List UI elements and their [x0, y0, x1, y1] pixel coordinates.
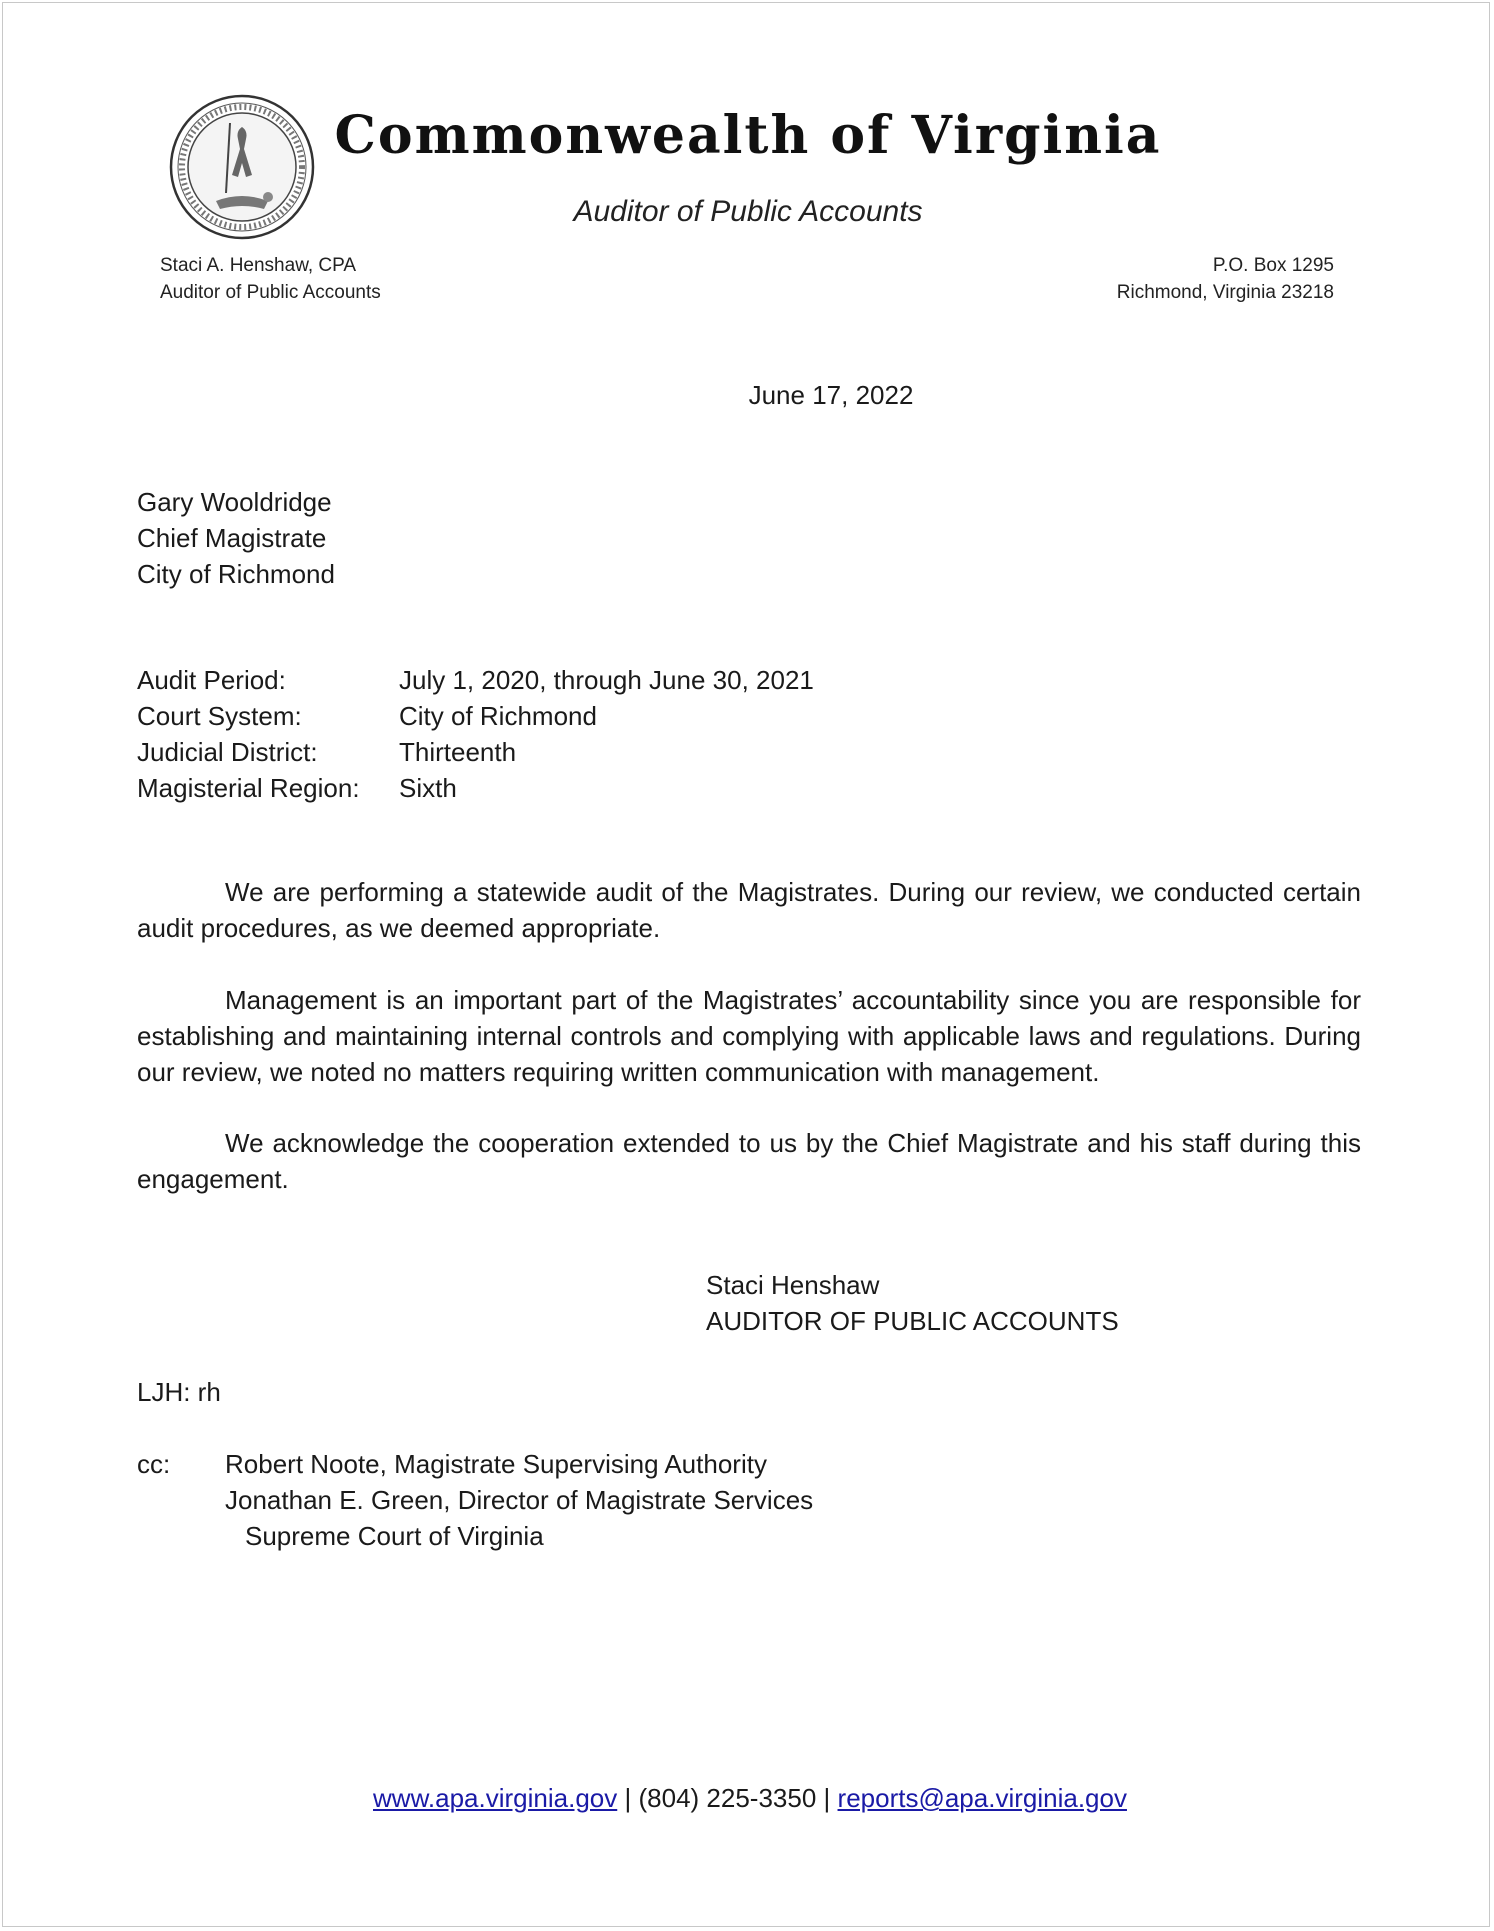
audit-info-row	[137, 662, 814, 698]
audit-info-block	[137, 662, 814, 806]
audit-info-value: City of Richmond	[399, 701, 597, 731]
body-paragraph	[137, 874, 1361, 946]
sender-block	[160, 252, 381, 306]
cc-row	[137, 1518, 813, 1554]
footer-separator: |	[624, 1783, 632, 1813]
cc-block	[137, 1446, 813, 1554]
addressee-block	[137, 484, 335, 592]
cc-row	[137, 1446, 813, 1482]
footer-contact	[3, 1780, 1494, 1816]
city-state-zip: Richmond, Virginia 23218	[1116, 282, 1334, 303]
letterhead-title: Commonwealth of Virginia	[334, 105, 1162, 166]
cc-row	[137, 1482, 813, 1518]
audit-info-row	[137, 698, 814, 734]
addressee-locality: City of Richmond	[137, 559, 335, 589]
cc-recipient: Jonathan E. Green, Director of Magistrate Services	[225, 1485, 814, 1515]
sender-name: Staci A. Henshaw, CPA	[160, 255, 357, 276]
virginia-state-seal-icon	[168, 93, 316, 241]
letterhead-subtitle: Auditor of Public Accounts	[573, 195, 923, 228]
audit-info-row	[137, 734, 814, 770]
audit-info-value: Sixth	[399, 773, 457, 803]
signer-title: AUDITOR OF PUBLIC ACCOUNTS	[706, 1306, 1119, 1336]
letter-date: June 17, 2022	[748, 380, 914, 410]
audit-info-row	[137, 770, 814, 806]
body-paragraph	[137, 1125, 1361, 1197]
audit-info-label: Court System:	[137, 701, 302, 731]
paragraph-text: Management is an important part of the Magistrates’ accountability since you are responsible for establishing and maintaining internal controls and complying with applicable laws and regulations. During our review, we noted no matters requiring written communication with management.	[137, 985, 1361, 1087]
addressee-title: Chief Magistrate	[137, 523, 327, 553]
typist-initials: LJH: rh	[137, 1377, 221, 1407]
cc-recipient-organization: Supreme Court of Virginia	[245, 1521, 544, 1551]
paragraph-text: We are performing a statewide audit of the Magistrates. During our review, we conducted certain audit procedures, as we deemed appropriate.	[137, 877, 1361, 943]
letter-page	[2, 2, 1490, 1927]
audit-info-value: Thirteenth	[399, 737, 517, 767]
cc-recipient: Robert Noote, Magistrate Supervising Authority	[225, 1449, 767, 1479]
audit-info-label: Magisterial Region:	[137, 773, 360, 803]
signer-name: Staci Henshaw	[706, 1270, 880, 1300]
footer-separator: |	[823, 1783, 831, 1813]
addressee-name: Gary Wooldridge	[137, 487, 332, 517]
body-paragraph	[137, 982, 1361, 1090]
cc-label: cc:	[137, 1449, 171, 1479]
audit-info-label: Judicial District:	[137, 737, 318, 767]
phone-number: (804) 225-3350	[638, 1783, 817, 1813]
mailing-address-block	[1117, 252, 1334, 306]
website-link[interactable]: www.apa.virginia.gov	[373, 1783, 618, 1813]
email-link[interactable]: reports@apa.virginia.gov	[837, 1783, 1127, 1813]
paragraph-text: We acknowledge the cooperation extended to us by the Chief Magistrate and his staff during this engagement.	[137, 1128, 1361, 1194]
audit-info-label: Audit Period:	[137, 665, 286, 695]
sender-title: Auditor of Public Accounts	[160, 282, 381, 303]
signature-block	[706, 1267, 1119, 1339]
audit-info-value: July 1, 2020, through June 30, 2021	[399, 665, 814, 695]
po-box: P.O. Box 1295	[1212, 255, 1334, 276]
